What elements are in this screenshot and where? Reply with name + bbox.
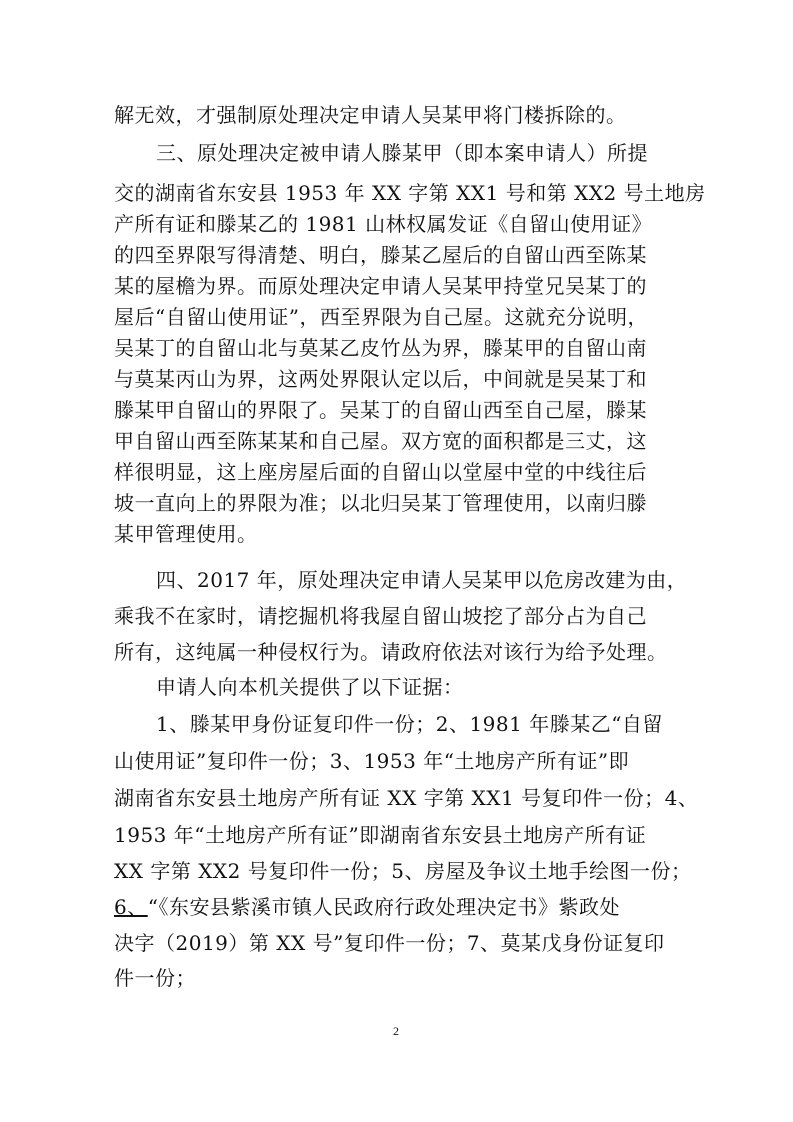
- text-line: 山使用证”复印件一份；3、1953 年“土地房产所有证”即: [114, 749, 630, 773]
- text-line: XX 字第 XX2 号复印件一份；5、房屋及争议土地手绘图一份；: [114, 859, 692, 883]
- page-number: 2: [393, 1024, 399, 1038]
- text-line: 湖南省东安县土地房产所有证 XX 字第 XX1 号复印件一份；4、: [114, 786, 699, 810]
- text-line: 产所有证和滕某乙的 1981 山林权属发证《自留山使用证》: [114, 212, 653, 236]
- text-line: 滕某甲自留山的界限了。吴某丁的自留山西至自己屋，滕某: [114, 398, 647, 422]
- paragraph-4-start: 四、2017 年，原处理决定申请人吴某甲以危房改建为由，: [156, 568, 688, 592]
- text-line: 件一份；: [114, 966, 196, 990]
- text-line: 决字（2019）第 XX 号”复印件一份；7、莫某戊身份证复印: [114, 931, 665, 955]
- text-line: 1953 年“土地房产所有证”即湖南省东安县土地房产所有证: [114, 823, 647, 847]
- text-line: 吴某丁的自留山北与莫某乙皮竹丛为界，滕某甲的自留山南: [114, 336, 647, 360]
- text-line: 甲自留山西至陈某某和自己屋。双方宽的面积都是三丈，这: [114, 429, 647, 453]
- text-line: 乘我不在家时，请挖掘机将我屋自留山坡挖了部分占为自己: [114, 604, 647, 628]
- item-6-text: “《东安县紫溪市镇人民政府行政处理决定书》紫政处: [147, 895, 620, 919]
- text-line: 坡一直向上的界限为准；以北归吴某丁管理使用，以南归滕: [114, 491, 647, 515]
- text-line: 某的屋檐为界。而原处理决定申请人吴某甲持堂兄吴某丁的: [114, 274, 647, 298]
- paragraph-3-start: 三、原处理决定被申请人滕某甲（即本案申请人）所提: [156, 141, 648, 165]
- item-6-number: 6、: [114, 895, 148, 919]
- text-line: 解无效，才强制原处理决定申请人吴某甲将门楼拆除的。: [114, 103, 627, 127]
- text-line: 与莫某丙山为界，这两处界限认定以后，中间就是吴某丁和: [114, 367, 647, 391]
- text-line: 的四至界限写得清楚、明白，滕某乙屋后的自留山西至陈某: [114, 243, 647, 267]
- text-line: 屋后“自留山使用证”，西至界限为自己屋。这就充分说明，: [114, 305, 648, 329]
- text-line: 所有，这纯属一种侵权行为。请政府依法对该行为给予处理。: [114, 640, 668, 664]
- text-line: 样很明显，这上座房屋后面的自留山以堂屋中堂的中线往后: [114, 460, 647, 484]
- evidence-item-line: 1、滕某甲身份证复印件一份；2、1981 年滕某乙“自留: [156, 712, 663, 736]
- text-line: 交的湖南省东安县 1953 年 XX 字第 XX1 号和第 XX2 号土地房: [114, 181, 706, 205]
- evidence-item-6-line: [114, 889, 694, 925]
- text-line: 某甲管理使用。: [114, 522, 258, 546]
- evidence-heading: 申请人向本机关提供了以下证据：: [156, 675, 464, 699]
